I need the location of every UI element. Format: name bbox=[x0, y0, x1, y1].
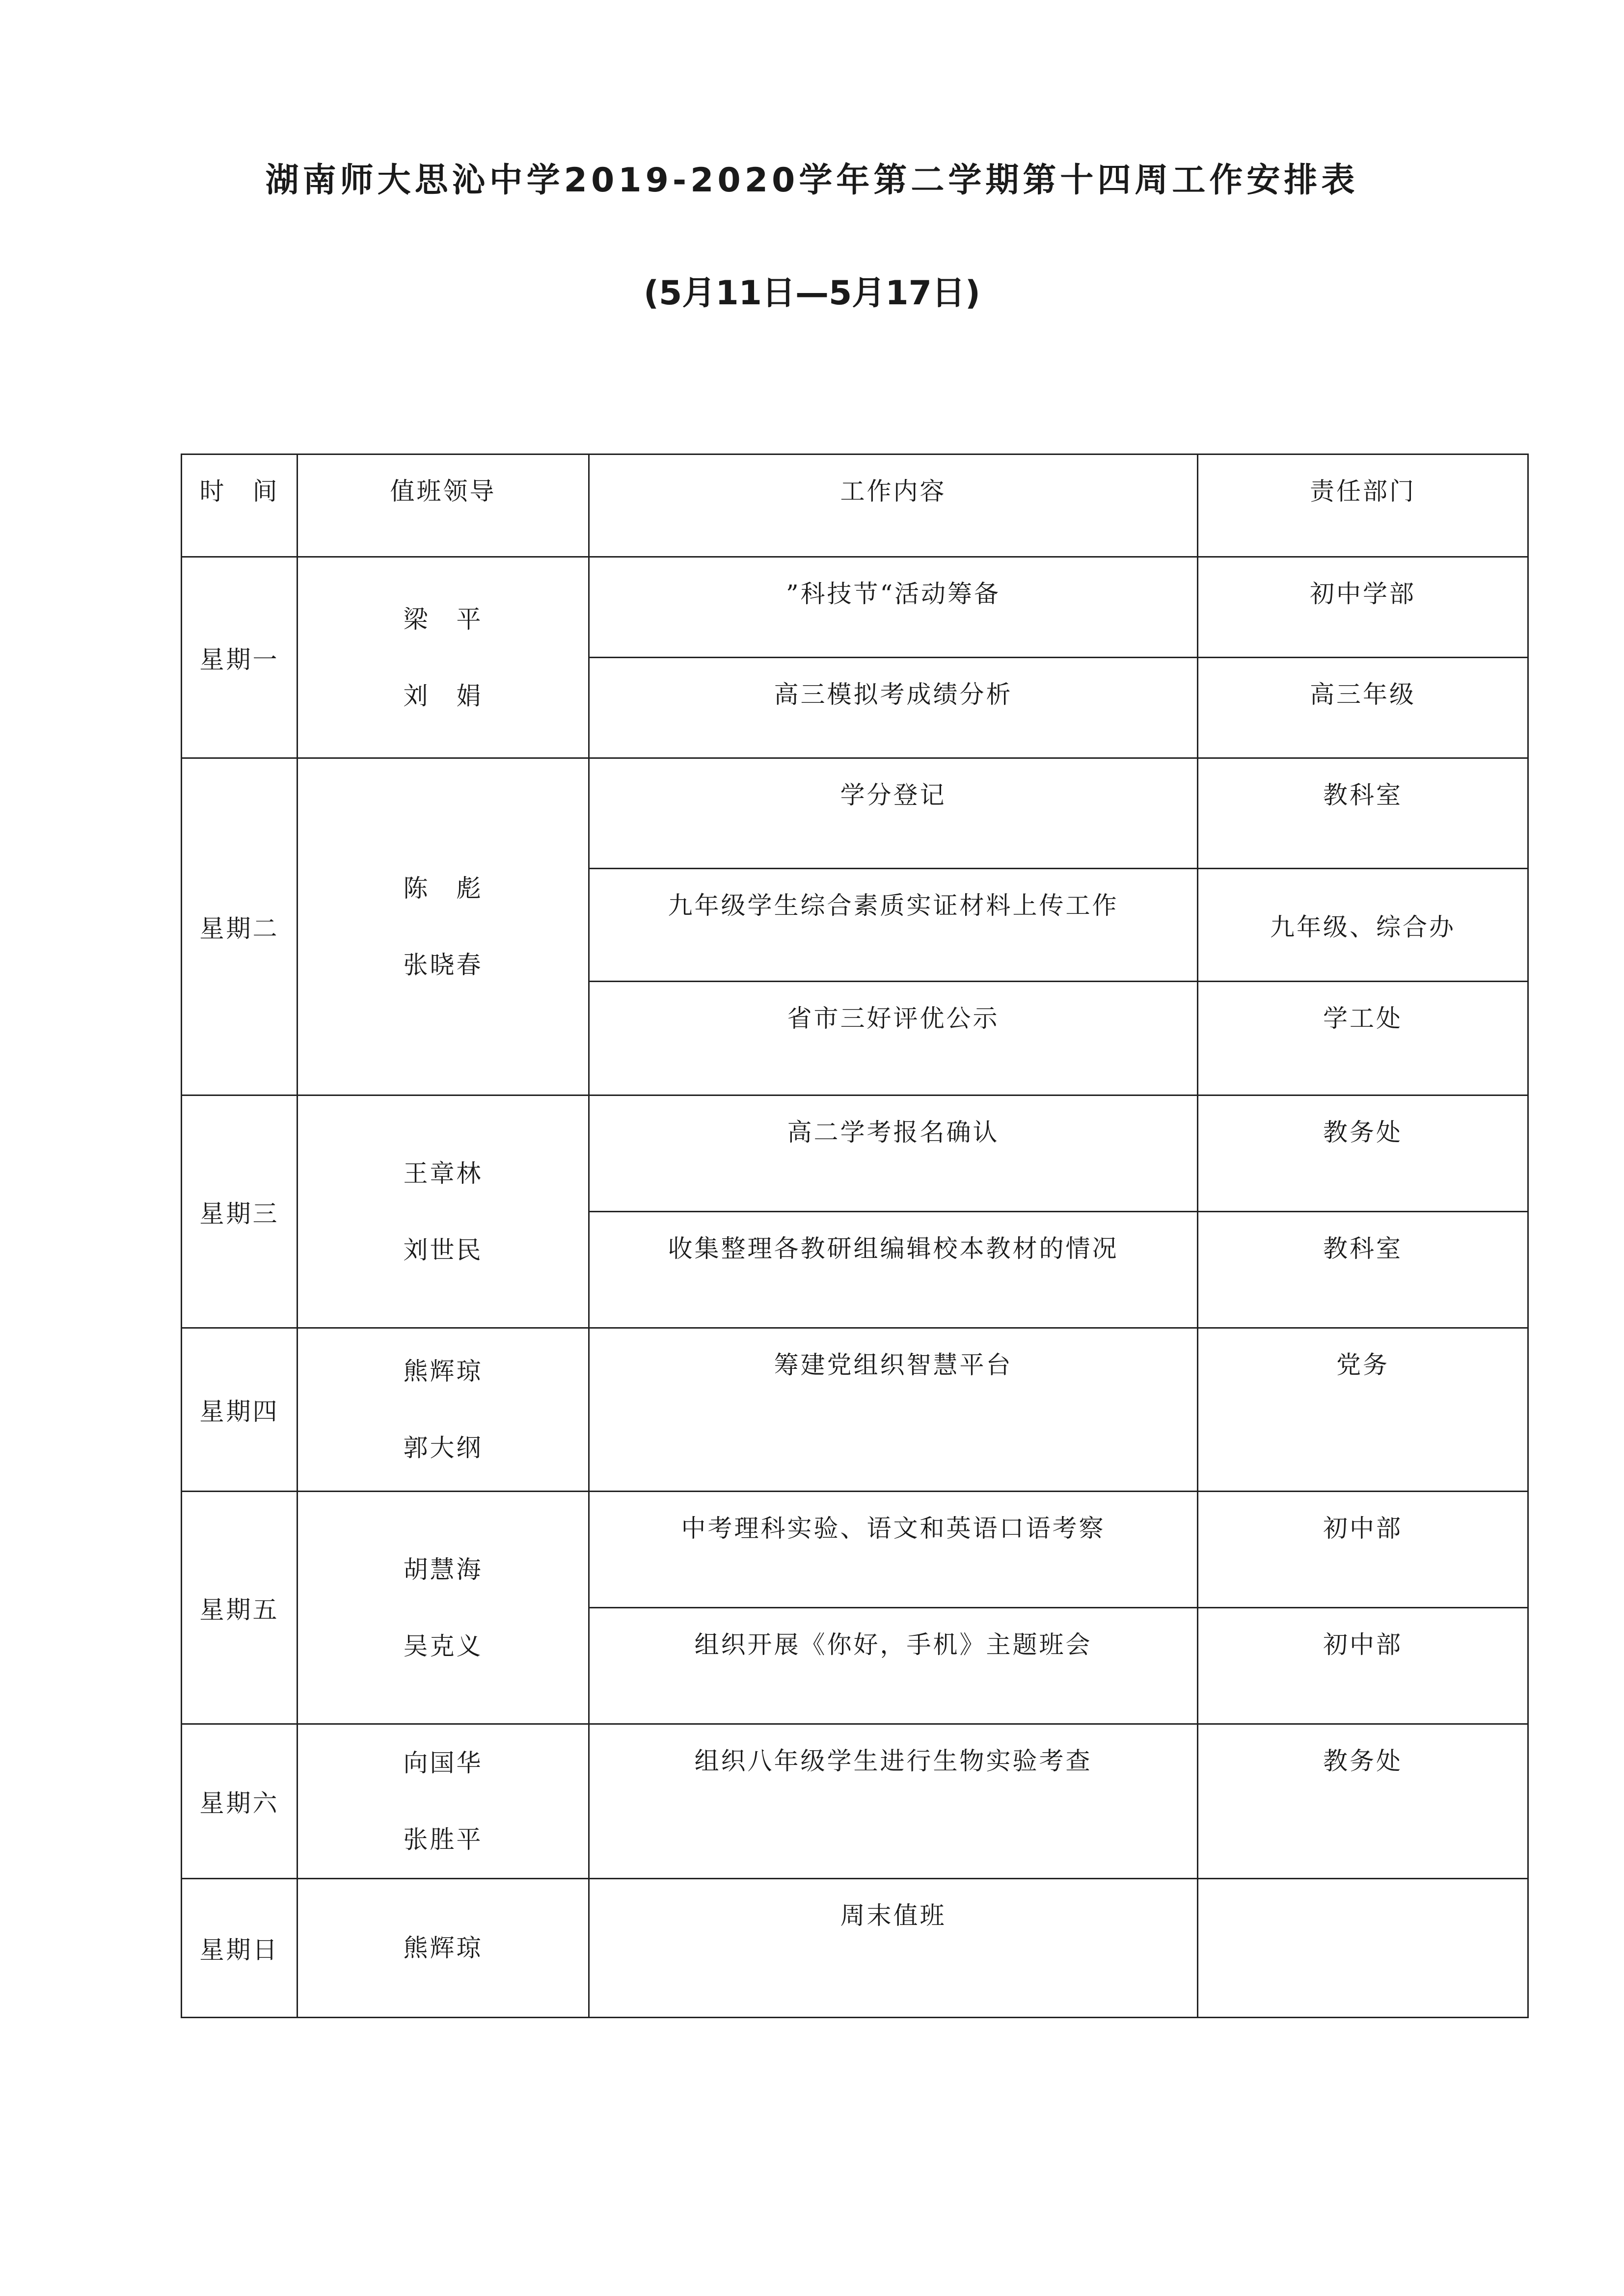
leader-cell bbox=[298, 1879, 589, 2018]
day-cell: 星期六 bbox=[182, 1724, 298, 1879]
leader-name: 胡慧海 bbox=[403, 1555, 483, 1584]
leader-name: 吴克义 bbox=[403, 1631, 483, 1660]
header-content: 工作内容 bbox=[589, 454, 1198, 557]
department-cell: 初中部 bbox=[1198, 1608, 1528, 1724]
document-subtitle: (5月11日—5月17日) bbox=[643, 274, 981, 313]
leader-name: 梁 平 bbox=[403, 605, 483, 634]
task-cell: ”科技节“活动筹备 bbox=[589, 557, 1198, 658]
document-title: 湖南师大思沁中学2019-2020学年第二学期第十四周工作安排表 bbox=[265, 161, 1359, 200]
day-cell: 星期三 bbox=[182, 1095, 298, 1328]
day-cell: 星期五 bbox=[182, 1492, 298, 1724]
leader-name: 熊辉琼 bbox=[403, 1357, 483, 1386]
task-cell: 收集整理各教研组编辑校本教材的情况 bbox=[589, 1212, 1198, 1328]
task-cell: 九年级学生综合素质实证材料上传工作 bbox=[589, 869, 1198, 982]
leader-name: 郭大纲 bbox=[403, 1434, 483, 1462]
task-cell: 高三模拟考成绩分析 bbox=[589, 658, 1198, 758]
department-cell: 党务 bbox=[1198, 1328, 1528, 1492]
leader-name: 刘 娟 bbox=[403, 681, 483, 710]
leader-name: 张胜平 bbox=[403, 1825, 483, 1854]
department-cell: 学工处 bbox=[1198, 982, 1528, 1095]
department-cell: 初中部 bbox=[1198, 1492, 1528, 1608]
leader-name: 向国华 bbox=[403, 1749, 483, 1777]
schedule-table bbox=[181, 454, 1529, 2018]
header-row bbox=[182, 454, 1528, 557]
header-department: 责任部门 bbox=[1198, 454, 1528, 557]
department-cell: 教务处 bbox=[1198, 1724, 1528, 1879]
leader-cell bbox=[298, 1328, 589, 1492]
department-cell: 九年级、综合办 bbox=[1198, 869, 1528, 982]
leader-name: 张晓春 bbox=[403, 951, 483, 979]
leader-cell bbox=[298, 1492, 589, 1724]
department-cell: 教务处 bbox=[1198, 1095, 1528, 1212]
task-cell: 学分登记 bbox=[589, 758, 1198, 869]
leader-cell bbox=[298, 758, 589, 1095]
task-cell: 中考理科实验、语文和英语口语考察 bbox=[589, 1492, 1198, 1608]
task-cell: 组织八年级学生进行生物实验考查 bbox=[589, 1724, 1198, 1879]
leader-name: 刘世民 bbox=[403, 1235, 483, 1264]
task-cell: 周末值班 bbox=[589, 1879, 1198, 2018]
leader-cell bbox=[298, 1724, 589, 1879]
header-leader: 值班领导 bbox=[298, 454, 589, 557]
day-cell: 星期四 bbox=[182, 1328, 298, 1492]
leader-name: 熊辉琼 bbox=[403, 1934, 483, 1962]
task-cell: 筹建党组织智慧平台 bbox=[589, 1328, 1198, 1492]
table-row bbox=[182, 758, 1528, 869]
task-cell: 高二学考报名确认 bbox=[589, 1095, 1198, 1212]
leader-cell bbox=[298, 557, 589, 758]
department-cell: 教科室 bbox=[1198, 758, 1528, 869]
day-cell: 星期二 bbox=[182, 758, 298, 1095]
table-row bbox=[182, 1328, 1528, 1492]
table-row bbox=[182, 1095, 1528, 1212]
table-row bbox=[182, 1724, 1528, 1879]
department-cell bbox=[1198, 1879, 1528, 2018]
task-cell: 组织开展《你好，手机》主题班会 bbox=[589, 1608, 1198, 1724]
day-cell: 星期一 bbox=[182, 557, 298, 758]
department-cell: 初中学部 bbox=[1198, 557, 1528, 658]
table-row bbox=[182, 1879, 1528, 2018]
header-time: 时 间 bbox=[182, 454, 298, 557]
leader-name: 王章林 bbox=[403, 1159, 483, 1188]
day-cell: 星期日 bbox=[182, 1879, 298, 2018]
table-row bbox=[182, 1492, 1528, 1608]
leader-cell bbox=[298, 1095, 589, 1328]
task-cell: 省市三好评优公示 bbox=[589, 982, 1198, 1095]
leader-name: 陈 彪 bbox=[403, 874, 483, 903]
department-cell: 教科室 bbox=[1198, 1212, 1528, 1328]
department-cell: 高三年级 bbox=[1198, 658, 1528, 758]
table-row bbox=[182, 557, 1528, 658]
